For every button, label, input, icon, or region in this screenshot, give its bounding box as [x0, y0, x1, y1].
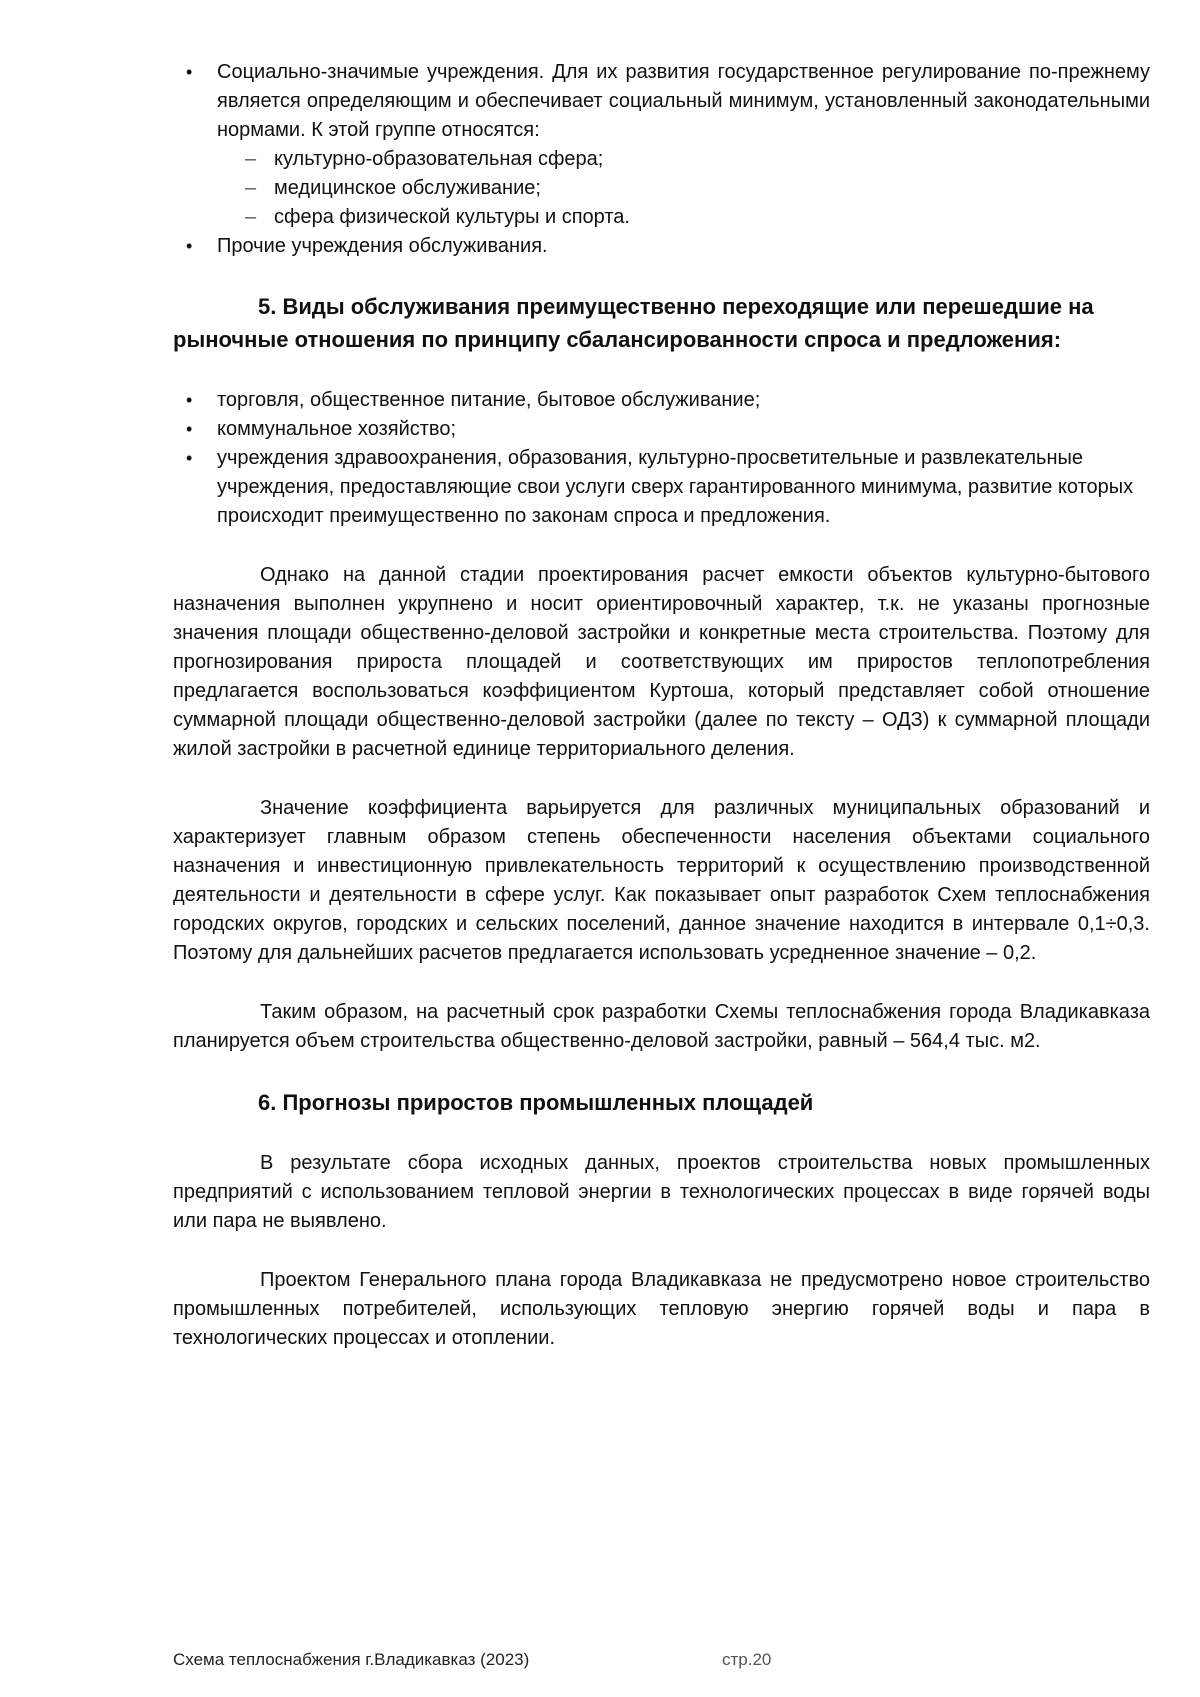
section-6-heading: 6. Прогнозы приростов промышленных площадей [258, 1090, 814, 1115]
paragraph-coefficient: Значение коэффициента варьируется для различных муниципальных образований и характеризует главным образом степень обеспеченности населения объектами социального назначения и инвестиционную привлекательность территорий к осуществлению производственной деятельности и деятельности в сфере услуг. Как показывает опыт разработок Схем теплоснабжения городских округов, городских и сельских поселений, данное значение находится в интервале 0,1÷0,3. Поэтому для дальнейших расчетов предлагается использовать усредненное значение – 0,2. [173, 797, 1150, 964]
sub-list-item: – медицинское обслуживание; [217, 174, 1150, 203]
list-item: • Прочие учреждения обслуживания. [173, 232, 1150, 261]
social-institutions-list [173, 58, 1150, 261]
social-intro-text: Социально-значимые учреждения. Для их развития государственное регулирование по-прежнему является определяющим и обеспечивает социальный минимум, установленный законодательными нормами. К этой группе относятся: [217, 61, 1150, 141]
sub-list-item: – сфера физической культуры и спорта. [217, 203, 1150, 232]
market-services-list [173, 386, 1150, 531]
social-sublist [217, 145, 1150, 232]
paragraph-general-plan: Проектом Генерального плана города Владикавказа не предусмотрено новое строительство промышленных потребителей, использующих тепловую энергию горячей воды и пара в технологических процессах и отоплении. [173, 1269, 1150, 1349]
page-footer [173, 1650, 1150, 1670]
list-item: • коммунальное хозяйство; [173, 415, 1150, 444]
list-item: • учреждения здравоохранения, образования, культурно-просветительные и развлекательные учреждения, предоставляющие свои услуги сверх гарантированного минимума, развитие которых происходит преимущественно по законам спроса и предложения. [173, 444, 1150, 531]
list-item [173, 58, 1150, 232]
paragraph-kurtosh: Однако на данной стадии проектирования расчет емкости объектов культурно-бытового назначения выполнен укрупнено и носит ориентировочный характер, т.к. не указаны прогнозные значения площади общественно-деловой застройки и конкретные места строительства. Поэтому для прогнозирования прироста площадей и соответствующих им приростов теплопотребления предлагается воспользоваться коэффициентом Куртоша, который представляет собой отношение суммарной площади общественно-деловой застройки (далее по тексту – ОДЗ) к суммарной площади жилой застройки в расчетной единице территориального деления. [173, 564, 1150, 760]
sub-list-item: – культурно-образовательная сфера; [217, 145, 1150, 174]
paragraph-industrial-data: В результате сбора исходных данных, проектов строительства новых промышленных предприятий с использованием тепловой энергии в технологических процессах в виде горячей воды или пара не выявлено. [173, 1152, 1150, 1232]
list-item: • торговля, общественное питание, бытовое обслуживание; [173, 386, 1150, 415]
section-5-heading: 5. Виды обслуживания преимущественно переходящие или перешедшие на рыночные отношения по принципу сбалансированности спроса и предложения: [173, 294, 1094, 352]
document-page [173, 58, 1150, 1353]
paragraph-odz-volume: Таким образом, на расчетный срок разработки Схемы теплоснабжения города Владикавказа планируется объем строительства общественно-деловой застройки, равный – 564,4 тыс. м2. [173, 1001, 1150, 1052]
footer-doc-title: Схема теплоснабжения г.Владикавказ (2023) [173, 1650, 530, 1669]
page-number: стр.20 [722, 1650, 772, 1669]
